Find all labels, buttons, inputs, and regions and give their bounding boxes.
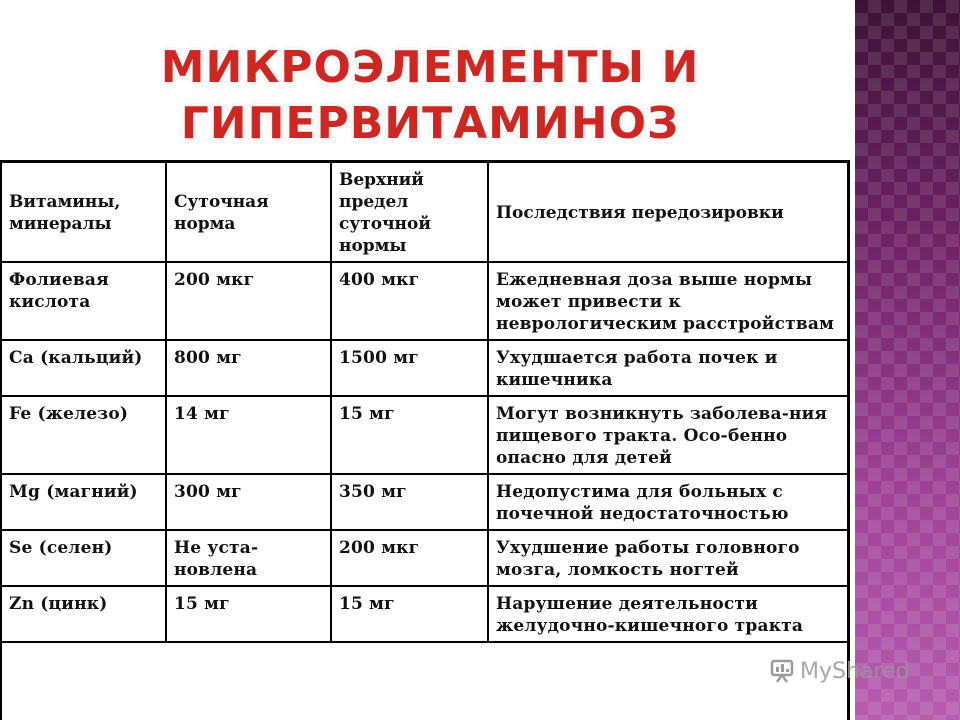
cell-nutrient: Mg (магний) [2,474,166,530]
cell-daily-norm: 800 мг [166,340,331,396]
cell-daily-norm: 300 мг [166,474,331,530]
cell-nutrient: Se (селен) [2,530,166,586]
cell-upper-limit: 15 мг [331,396,488,474]
slide-title-line2: ГИПЕРВИТАМИНОЗ [180,98,680,149]
table-row [2,396,847,474]
cell-nutrient: Fe (железо) [2,396,166,474]
vitamins-table [2,163,847,643]
cell-overdose-effects: Ухудшение работы головного мозга, ломкость ногтей [488,530,847,586]
cell-daily-norm: 14 мг [166,396,331,474]
header-overdose-effects: Последствия передозировки [488,163,847,262]
cell-upper-limit: 1500 мг [331,340,488,396]
cell-nutrient: Фолиевая кислота [2,262,166,340]
header-upper-limit: Верхний предел суточной нормы [331,163,488,262]
cell-daily-norm: 200 мкг [166,262,331,340]
watermark [770,658,909,684]
slide-title-line1: МИКРОЭЛЕМЕНТЫ И [160,42,700,93]
cell-overdose-effects: Ухудшается работа почек и кишечника [488,340,847,396]
cell-upper-limit: 200 мкг [331,530,488,586]
header-vitamins: Витамины, минералы [2,163,166,262]
watermark-text: MyShared [800,658,910,684]
table-row [2,586,847,642]
table-header-row [2,163,847,262]
table-row [2,262,847,340]
table-row [2,530,847,586]
cell-overdose-effects: Недопустима для больных с почечной недостаточностью [488,474,847,530]
cell-nutrient: Ca (кальций) [2,340,166,396]
cell-daily-norm: 15 мг [166,586,331,642]
cell-overdose-effects: Могут возникнуть заболева-ния пищевого тракта. Осо-бенно опасно для детей [488,396,847,474]
cell-overdose-effects: Нарушение деятельности желудочно-кишечного тракта [488,586,847,642]
presentation-board-icon [770,658,794,684]
cell-overdose-effects: Ежедневная доза выше нормы может привести к неврологическим расстройствам [488,262,847,340]
cell-daily-norm: Не уста-новлена [166,530,331,586]
table-row [2,474,847,530]
slide-title [20,40,840,152]
cell-upper-limit: 350 мг [331,474,488,530]
table-row [2,340,847,396]
header-daily-norm: Суточная норма [166,163,331,262]
cell-nutrient: Zn (цинк) [2,586,166,642]
decorative-side-band [855,0,960,720]
vitamins-table-frame [0,160,850,720]
cell-upper-limit: 400 мкг [331,262,488,340]
cell-upper-limit: 15 мг [331,586,488,642]
